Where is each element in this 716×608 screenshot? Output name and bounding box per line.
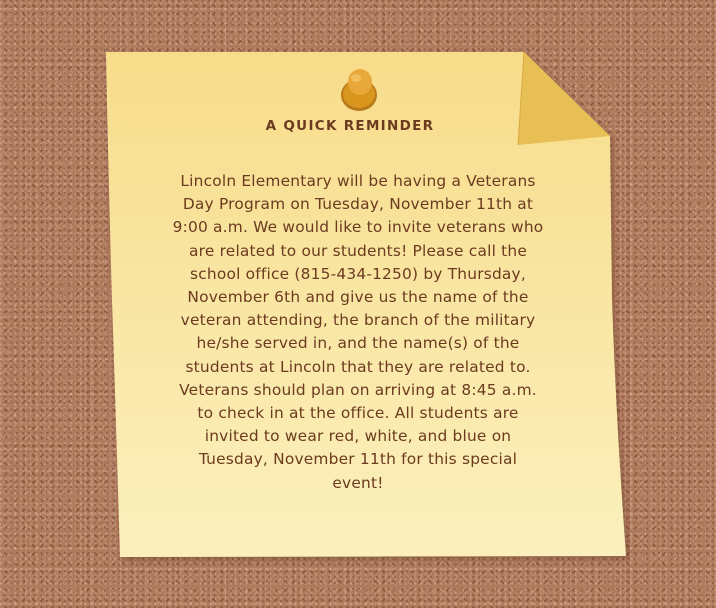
note-body: Lincoln Elementary will be having a Veterans Day Program on Tuesday, November 11th at 9:00 a.m. We would like to invite veterans who are related to our students! Please call the school office (815-434-1250) by Thursday, November 6th and give us the name of the veteran attending, the branch of the military he/she served in, and the name(s) of the students at Lincoln that they are related to. Veterans should plan on arriving at 8:45 a.m. to check in at the office. All students are invited to wear red, white, and blue on Tuesday, November 11th for this special event! xyxy=(172,172,544,492)
note-heading: A QUICK REMINDER xyxy=(265,118,435,134)
push-pin-icon xyxy=(340,68,378,112)
